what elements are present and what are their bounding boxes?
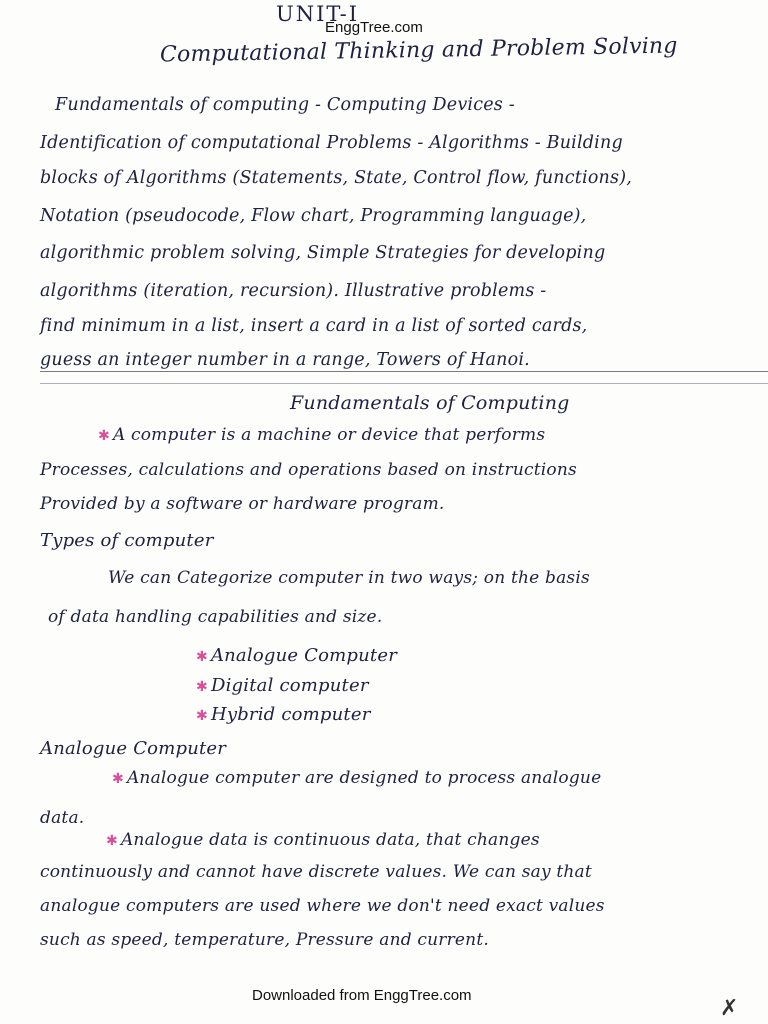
analogue-line: data. [40,808,85,828]
unit-label: UNIT-I [276,2,360,26]
definition-line: ✱ A computer is a machine or device that performs [98,425,546,445]
types-heading: Types of computer [40,530,214,551]
types-intro-line: of data handling capabilities and size. [48,607,383,627]
corner-mark-icon: ✗ [720,996,739,1021]
syllabus-line: Fundamentals of computing - Computing Devices - [55,95,515,115]
analogue-line: continuously and cannot have discrete values. We can say that [40,862,592,882]
star-bullet-icon: ✱ [98,428,110,444]
analogue-heading: Analogue Computer [40,738,227,759]
analogue-line: analogue computers are used where we don't need exact values [40,896,605,916]
syllabus-line: Identification of computational Problems - Algorithms - Building [40,133,623,153]
syllabus-line: guess an integer number in a range, Towers of Hanoi. [40,350,530,370]
divider [40,371,768,372]
types-list-item: ✱ Hybrid computer [196,704,371,725]
divider [40,383,768,384]
types-list-item: ✱ Analogue Computer [196,645,398,666]
syllabus-line: algorithmic problem solving, Simple Strategies for developing [40,243,606,263]
types-list-item: ✱ Digital computer [196,675,369,696]
syllabus-line: blocks of Algorithms (Statements, State, Control flow, functions), [40,168,632,188]
watermark-top: EnggTree.com [325,19,423,36]
analogue-line: ✱ Analogue computer are designed to process analogue [112,768,602,788]
page-title: Computational Thinking and Problem Solving [159,33,678,68]
syllabus-line: algorithms (iteration, recursion). Illustrative problems - [40,281,547,301]
definition-line: Provided by a software or hardware program. [40,494,445,514]
section-heading: Fundamentals of Computing [290,392,570,414]
star-bullet-icon: ✱ [196,679,208,695]
star-bullet-icon: ✱ [196,649,208,665]
definition-line: Processes, calculations and operations based on instructions [40,460,577,480]
watermark-bottom: Downloaded from EnggTree.com [252,987,472,1004]
star-bullet-icon: ✱ [112,771,124,787]
syllabus-line: Notation (pseudocode, Flow chart, Programming language), [40,206,587,226]
analogue-line: such as speed, temperature, Pressure and current. [40,930,489,950]
syllabus-line: find minimum in a list, insert a card in a list of sorted cards, [40,316,588,336]
star-bullet-icon: ✱ [106,833,118,849]
star-bullet-icon: ✱ [196,708,208,724]
types-intro-line: We can Categorize computer in two ways; on the basis [108,568,590,588]
analogue-line: ✱ Analogue data is continuous data, that changes [106,830,540,850]
